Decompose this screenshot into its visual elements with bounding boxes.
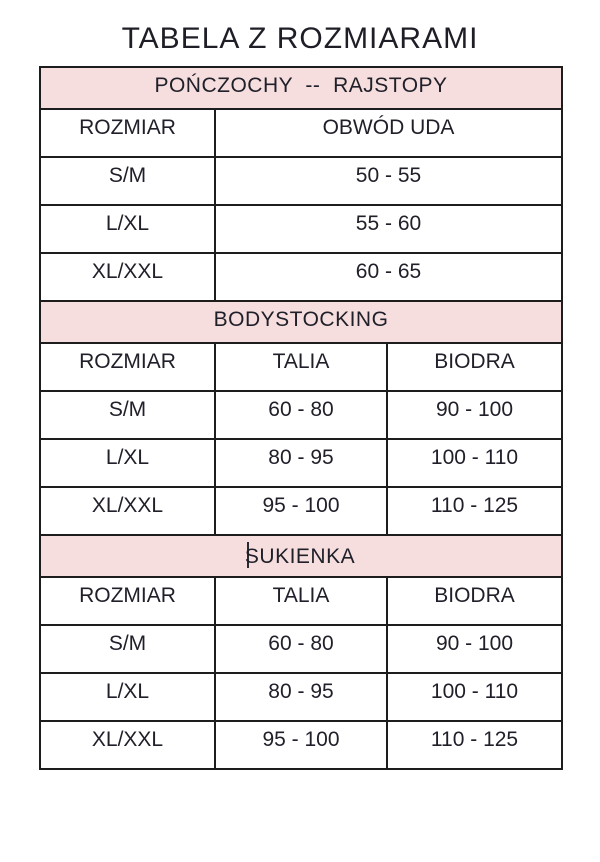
table-sukienka xyxy=(39,534,563,770)
measurement-cell: 60 - 80 xyxy=(215,625,387,673)
column-header-talia: TALIA xyxy=(215,343,387,391)
table-row xyxy=(40,439,562,487)
table-row xyxy=(40,157,562,205)
measurement-cell: 60 - 65 xyxy=(215,253,562,301)
column-header-talia: TALIA xyxy=(215,577,387,625)
measurement-cell: 55 - 60 xyxy=(215,205,562,253)
table-row xyxy=(40,673,562,721)
column-header-rozmiar: ROZMIAR xyxy=(40,577,215,625)
measurement-cell: 80 - 95 xyxy=(215,439,387,487)
column-header-biodra: BIODRA xyxy=(387,577,562,625)
measurement-cell: 100 - 110 xyxy=(387,673,562,721)
section-title-sukienka xyxy=(40,535,562,577)
measurement-cell: 60 - 80 xyxy=(215,391,387,439)
table-row xyxy=(40,487,562,535)
section-header-row xyxy=(40,67,562,109)
page-title: TABELA Z ROZMIARAMI xyxy=(121,22,479,55)
table-row xyxy=(40,721,562,769)
column-header-row xyxy=(40,343,562,391)
table-row xyxy=(40,391,562,439)
measurement-cell: 100 - 110 xyxy=(387,439,562,487)
measurement-cell: 110 - 125 xyxy=(387,721,562,769)
column-header-obwod-uda: OBWÓD UDA xyxy=(215,109,562,157)
section-title-text: SUKIENKA xyxy=(244,545,356,568)
section-header-row xyxy=(40,535,562,577)
size-cell: S/M xyxy=(40,625,215,673)
size-cell: L/XL xyxy=(40,673,215,721)
size-cell: XL/XXL xyxy=(40,253,215,301)
measurement-cell: 90 - 100 xyxy=(387,391,562,439)
measurement-cell: 95 - 100 xyxy=(215,721,387,769)
section-title-bodystocking: BODYSTOCKING xyxy=(40,301,562,343)
column-header-biodra: BIODRA xyxy=(387,343,562,391)
table-row xyxy=(40,253,562,301)
table-row xyxy=(40,625,562,673)
section-title-ponczochy-rajstopy: POŃCZOCHY -- RAJSTOPY xyxy=(40,67,562,109)
column-header-row xyxy=(40,577,562,625)
measurement-cell: 95 - 100 xyxy=(215,487,387,535)
table-ponczochy-rajstopy xyxy=(39,66,563,302)
size-cell: XL/XXL xyxy=(40,721,215,769)
table-bodystocking xyxy=(39,300,563,536)
column-header-rozmiar: ROZMIAR xyxy=(40,109,215,157)
measurement-cell: 90 - 100 xyxy=(387,625,562,673)
size-chart xyxy=(39,66,561,770)
measurement-cell: 110 - 125 xyxy=(387,487,562,535)
size-cell: L/XL xyxy=(40,439,215,487)
section-header-row xyxy=(40,301,562,343)
table-row xyxy=(40,205,562,253)
column-header-rozmiar: ROZMIAR xyxy=(40,343,215,391)
size-cell: L/XL xyxy=(40,205,215,253)
size-cell: S/M xyxy=(40,391,215,439)
size-cell: XL/XXL xyxy=(40,487,215,535)
column-header-row xyxy=(40,109,562,157)
size-cell: S/M xyxy=(40,157,215,205)
measurement-cell: 80 - 95 xyxy=(215,673,387,721)
measurement-cell: 50 - 55 xyxy=(215,157,562,205)
